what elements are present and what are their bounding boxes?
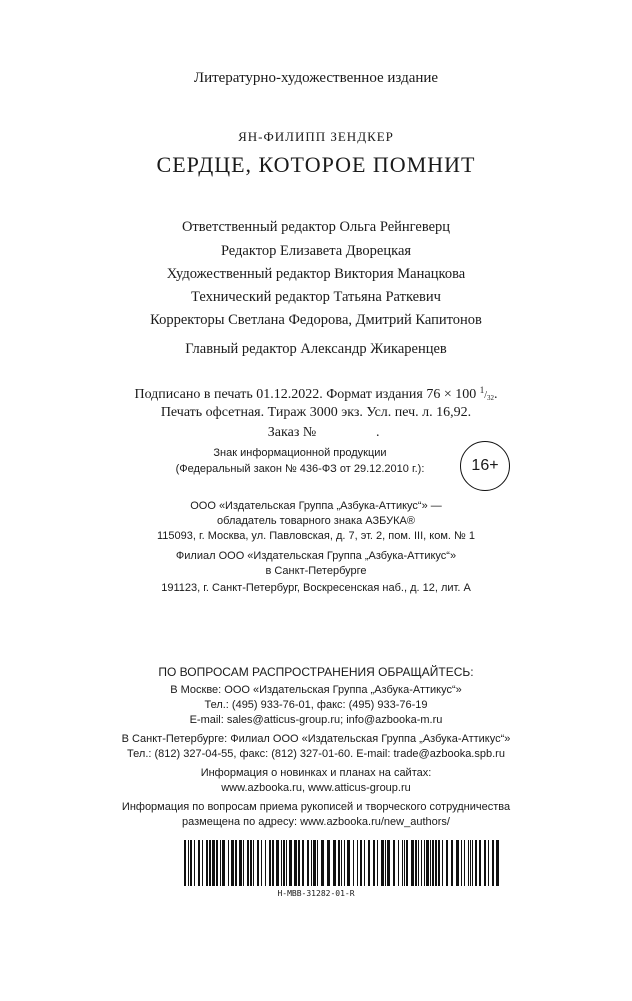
barcode-bar	[496, 840, 499, 886]
barcode-bar	[286, 840, 287, 886]
barcode-bar	[302, 840, 304, 886]
barcode-bar	[307, 840, 309, 886]
barcode-bar	[385, 840, 386, 886]
barcode-bar	[269, 840, 271, 886]
format-fraction: $^1/_{32}$	[479, 385, 495, 402]
barcode-bar	[247, 840, 249, 886]
barcode-bar	[311, 840, 312, 886]
barcode-number: H-МВВ-31282-01-R	[277, 889, 355, 898]
barcode-bar	[298, 840, 300, 886]
barcode-bar	[283, 840, 285, 886]
barcode-bar	[281, 840, 282, 886]
publisher-line: 191123, г. Санкт-Петербург, Воскресенская наб., д. 12, лит. А	[161, 582, 471, 594]
barcode-bar	[360, 840, 362, 886]
barcode-bar	[253, 840, 254, 886]
barcode-bar	[341, 840, 342, 886]
barcode-bar	[333, 840, 336, 886]
credit-line: Корректоры Светлана Федорова, Дмитрий Капитонов	[150, 312, 482, 328]
publisher-line: в Санкт-Петербурге	[265, 565, 367, 577]
barcode-bar	[231, 840, 234, 886]
distribution-line: В Санкт-Петербурге: Филиал ООО «Издательская Группа „Азбука-Аттикус“»	[121, 733, 511, 745]
barcode-bar	[470, 840, 471, 886]
barcode-bar	[442, 840, 443, 886]
barcode-bar	[464, 840, 465, 886]
barcode-bar	[209, 840, 211, 886]
barcode-bar	[313, 840, 316, 886]
distribution-heading: ПО ВОПРОСАМ РАСПРОСТРАНЕНИЯ ОБРАЩАЙТЕСЬ:	[158, 665, 474, 679]
barcode-bar	[446, 840, 448, 886]
barcode-bar	[235, 840, 237, 886]
barcode-bar	[402, 840, 403, 886]
order-number-dot: .	[376, 425, 380, 440]
barcode-bar	[347, 840, 350, 886]
barcode-bar	[194, 840, 195, 886]
barcode-bar	[202, 840, 203, 886]
barcode-bar	[228, 840, 229, 886]
barcode-bar	[381, 840, 384, 886]
barcode-bar	[426, 840, 429, 886]
barcode-bar	[257, 840, 259, 886]
barcode-bar	[184, 840, 186, 886]
barcode-bar	[479, 840, 481, 886]
barcode-bar	[222, 840, 225, 886]
barcode-bar	[456, 840, 459, 886]
barcode-bar	[475, 840, 477, 886]
distribution-line: Тел.: (812) 327-04-55, факс: (812) 327-01-60. E-mail: trade@azbooka.spb.ru	[127, 748, 505, 760]
barcode-bar	[492, 840, 494, 886]
publisher-line: 115093, г. Москва, ул. Павловская, д. 7, эт. 2, пом. III, ком. № 1	[156, 530, 475, 542]
distribution-line: E-mail: sales@atticus-group.ru; info@azbooka-m.ru	[189, 714, 443, 726]
distribution-line: Информация по вопросам приема рукописей и творческого сотрудничества	[121, 801, 511, 813]
barcode-bar	[418, 840, 419, 886]
barcode-bar	[327, 840, 330, 886]
barcode-bar	[451, 840, 453, 886]
barcode-bar	[421, 840, 422, 886]
credit-line: Художественный редактор Виктория Манацкова	[166, 266, 466, 282]
publisher-line: обладатель товарного знака АЗБУКА®	[217, 515, 415, 527]
barcode-bar	[239, 840, 242, 886]
age-rating-badge: 16+	[460, 441, 510, 491]
barcode-bar	[250, 840, 252, 886]
barcode-bar	[415, 840, 417, 886]
barcode-bar	[338, 840, 340, 886]
barcode-bar	[357, 840, 358, 886]
barcode-bar	[461, 840, 462, 886]
barcode-bar	[438, 840, 440, 886]
barcode-bar	[198, 840, 200, 886]
distribution-line: www.azbooka.ru, www.atticus-group.ru	[221, 782, 411, 794]
barcode-bar	[488, 840, 489, 886]
barcode-bar	[377, 840, 378, 886]
publisher-line: ООО «Издательская Группа „Азбука-Аттикус“» —	[190, 500, 442, 512]
barcode-bar	[393, 840, 395, 886]
book-title: СЕРДЦЕ, КОТОРОЕ ПОМНИТ	[156, 152, 476, 177]
barcode-bar	[317, 840, 318, 886]
barcode	[184, 840, 500, 886]
barcode-bar	[261, 840, 262, 886]
barcode-bar	[212, 840, 215, 886]
credit-line: Технический редактор Татьяна Раткевич	[191, 289, 441, 305]
barcode-bar	[276, 840, 279, 886]
barcode-bar	[206, 840, 208, 886]
print-info-line2: Печать офсетная. Тираж 3000 экз. Усл. печ. л. 16,92.	[160, 405, 472, 420]
barcode-bar	[387, 840, 390, 886]
distribution-line: Информация о новинках и планах на сайтах:	[200, 767, 432, 779]
barcode-bar	[272, 840, 274, 886]
barcode-bar	[344, 840, 345, 886]
barcode-bar	[216, 840, 218, 886]
barcode-bar	[220, 840, 221, 886]
chief-editor: Главный редактор Александр Жикаренцев	[185, 341, 447, 357]
barcode-bar	[468, 840, 469, 886]
credit-line: Ответственный редактор Ольга Рейнгеверц	[181, 219, 451, 235]
barcode-bar	[190, 840, 192, 886]
distribution-line: Тел.: (495) 933-76-01, факс: (495) 933-76-19	[204, 699, 428, 711]
distribution-line: В Москве: ООО «Издательская Группа „Азбука-Аттикус“»	[170, 684, 462, 696]
barcode-bar	[484, 840, 486, 886]
barcode-bar	[398, 840, 399, 886]
publisher-line: Филиал ООО «Издательская Группа „Азбука-Аттикус“»	[175, 550, 457, 562]
order-number: Заказ №	[267, 425, 317, 440]
barcode-bar	[424, 840, 425, 886]
print-info-line1: Подписано в печать 01.12.2022. Формат издания 76 × 100 $^1/_{32}$.	[134, 385, 498, 402]
barcode-bar	[243, 840, 244, 886]
barcode-bar	[435, 840, 437, 886]
barcode-bar	[373, 840, 375, 886]
genre-line: Литературно-художественное издание	[193, 70, 439, 86]
barcode-bar	[368, 840, 370, 886]
barcode-bar	[321, 840, 324, 886]
barcode-bar	[294, 840, 297, 886]
barcode-bar	[188, 840, 189, 886]
barcode-bar	[432, 840, 434, 886]
barcode-bar	[472, 840, 473, 886]
barcode-bar	[364, 840, 365, 886]
barcode-bar	[353, 840, 354, 886]
credit-line: Редактор Елизавета Дворецкая	[220, 243, 412, 259]
barcode-bar	[289, 840, 292, 886]
barcode-bar	[404, 840, 405, 886]
barcode-bar	[430, 840, 431, 886]
barcode-bar	[265, 840, 266, 886]
author-name: ЯН-ФИЛИПП ЗЕНДКЕР	[238, 129, 394, 144]
distribution-line: размещена по адресу: www.azbooka.ru/new_authors/	[182, 816, 450, 828]
barcode-bar	[411, 840, 414, 886]
imprint-page: Литературно-художественное издание ЯН-ФИЛИПП ЗЕНДКЕР СЕРДЦЕ, КОТОРОЕ ПОМНИТ Ответственный редактор Ольга Рейнгеверц Редактор Елизавета Дворецкая Художественный редактор Виктория Манацкова Технический редактор Татьяна Раткевич Корректоры Светлана Федорова, Дмитрий Капитонов Главный редактор Александр Жикаренцев Подписано в печать 01.12.2022. Формат издания 76 × 100 $^1/_{32}$. Печать офсетная. Тираж 3000 экз. Усл. печ. л. 16,92. Заказ № . Знак информационной продукции (Федеральный закон № 436-ФЗ от 29.12.2010 г.): 16+ ООО «Издательская Группа „Азбука-Аттикус“» — обладатель товарного знака АЗБУКА® 115093, г. Москва, ул. Павловская, д. 7, эт. 2, пом. III, ком. № 1 Филиал ООО «Издательская Группа „Азбука-Аттикус“» в Санкт-Петербурге 191123, г. Санкт-Петербург, Воскресенская наб., д. 12, лит. А ПО ВОПРОСАМ РАСПРОСТРАНЕНИЯ ОБРАЩАЙТЕСЬ: В Москве: ООО «Издательская Группа „Азбука-Аттикус“» Тел.: (495) 933-76-01, факс: (495) 933-76-19 E-mail: sales@atticus-group.ru; info@azbooka-m.ru В Санкт-Петербурге: Филиал ООО «Издательская Группа „Азбука-Аттикус“» Тел.: (812) 327-04-55, факс: (812) 327-01-60. E-mail: trade@azbooka.spb.ru Информация о новинках и планах на сайтах: www.azbooka.ru, www.atticus-group.ru Информация по вопросам приема рукописей и творческого сотрудничества размещена по адресу: www.azbooka.ru/new_authors/ H-МВВ-31282-01-R	[0, 0, 632, 1001]
barcode-bar	[406, 840, 408, 886]
